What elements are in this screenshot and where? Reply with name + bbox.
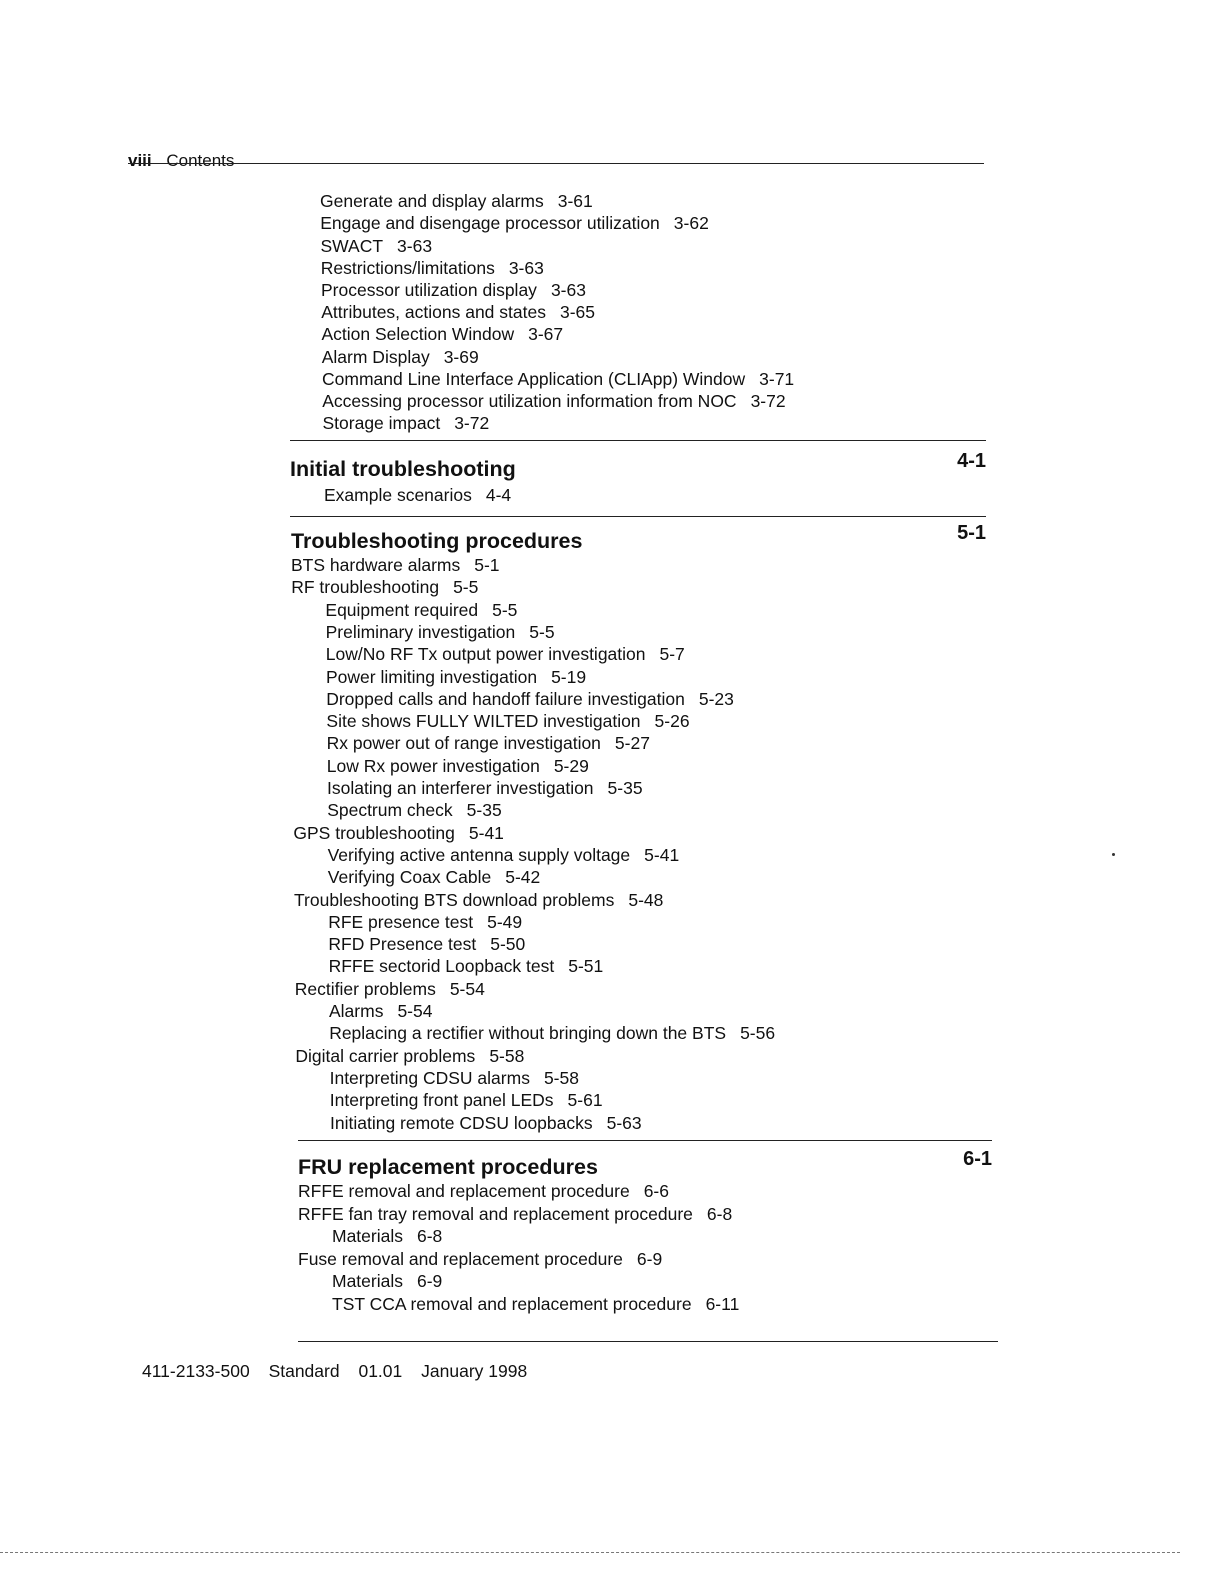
toc-subentry[interactable] — [328, 844, 680, 866]
toc-subentry[interactable] — [326, 666, 586, 688]
toc-entry-page: 3-67 — [528, 324, 564, 344]
toc-entry-page: 5-5 — [453, 577, 479, 598]
toc-entry-page: 5-5 — [492, 599, 518, 620]
toc-entry-page: 5-29 — [553, 755, 589, 776]
toc-entry-title: Low/No RF Tx output power investigation — [325, 644, 646, 665]
toc-subentry[interactable] — [327, 799, 502, 821]
toc-subentry[interactable] — [327, 777, 643, 799]
toc-entry-title: TST CCA removal and replacement procedure — [332, 1294, 692, 1314]
toc-entry-page: 5-56 — [740, 1023, 776, 1044]
toc-entry-title: Preliminary investigation — [325, 621, 516, 642]
toc-entry-title: Command Line Interface Application (CLIApp) Window — [322, 369, 746, 389]
toc-subentry[interactable] — [332, 1293, 739, 1315]
toc-entry-page: 5-54 — [397, 1001, 433, 1021]
toc-entry-title: RFFE fan tray removal and replacement procedure — [298, 1203, 693, 1224]
toc-entry-page: 5-27 — [614, 733, 650, 754]
toc-subentry[interactable] — [329, 955, 604, 977]
toc-entry-title: Verifying active antenna supply voltage — [327, 844, 631, 865]
toc-entry[interactable] — [321, 235, 433, 257]
toc-entry-page: 3-65 — [559, 302, 595, 322]
toc-entry[interactable] — [321, 257, 544, 279]
toc-entry-page: 5-48 — [628, 889, 664, 910]
toc-entry-title: Interpreting CDSU alarms — [329, 1067, 530, 1088]
toc-subentry[interactable] — [326, 710, 689, 732]
toc-entry-page: 5-54 — [449, 978, 485, 999]
toc-entry-title: Isolating an interferer investigation — [327, 778, 594, 798]
toc-entry-title: GPS troubleshooting — [293, 822, 455, 843]
toc-entry[interactable] — [322, 323, 564, 345]
toc-entry[interactable] — [298, 1203, 732, 1225]
toc-subentry[interactable] — [330, 1067, 579, 1089]
toc-entry-page: 6-11 — [705, 1294, 740, 1314]
toc-entry-title: RFFE sectorid Loopback test — [328, 956, 555, 977]
toc-entry-page: 5-35 — [466, 800, 502, 821]
toc-subentry[interactable] — [329, 1000, 432, 1022]
toc-entry-page: 3-69 — [443, 347, 479, 367]
toc-entry-title: Initiating remote CDSU loopbacks — [330, 1112, 593, 1133]
toc-entry-page: 5-7 — [659, 644, 685, 665]
toc-entry-page: 3-71 — [759, 369, 795, 389]
toc-entry[interactable] — [293, 822, 504, 844]
toc-entry-title: Materials — [332, 1226, 403, 1247]
toc-entry-title: Interpreting front panel LEDs — [329, 1090, 554, 1111]
toc-subentry[interactable] — [328, 911, 522, 933]
toc-entry-title: Storage impact — [322, 413, 441, 433]
toc-subentry[interactable] — [328, 933, 525, 955]
chapter-title[interactable]: Troubleshooting procedures — [291, 529, 583, 553]
toc-entry-page: 6-8 — [417, 1226, 443, 1247]
toc-entry[interactable] — [295, 1045, 524, 1067]
toc-entry[interactable] — [291, 576, 478, 598]
chapter-rule — [298, 1140, 992, 1141]
toc-entry-page: 6-8 — [706, 1203, 733, 1224]
toc-entry-title: Equipment required — [325, 599, 479, 620]
toc-entry[interactable] — [322, 346, 479, 368]
header-rule — [128, 163, 984, 164]
toc-entry-page: 5-1 — [474, 555, 500, 575]
toc-entry-title: Alarm Display — [321, 347, 430, 367]
doc-date: January 1998 — [421, 1361, 528, 1381]
toc-subentry[interactable] — [332, 1225, 442, 1247]
toc-entry[interactable] — [320, 212, 709, 234]
toc-entry-page: 5-50 — [490, 934, 526, 955]
toc-subentry[interactable] — [328, 866, 540, 888]
toc-subentry[interactable] — [326, 621, 555, 643]
toc-entry-title: SWACT — [320, 236, 384, 256]
toc-subentry[interactable] — [325, 599, 517, 621]
toc-entry-page: 5-58 — [543, 1067, 579, 1088]
toc-entry-title: Generate and display alarms — [320, 191, 544, 211]
toc-entry-title: Attributes, actions and states — [321, 302, 546, 322]
toc-entry-page: 5-41 — [468, 822, 504, 843]
toc-entry-title: Example scenarios — [324, 485, 472, 505]
toc-subentry[interactable] — [326, 643, 685, 665]
toc-entry-title: Digital carrier problems — [295, 1045, 476, 1066]
toc-entry[interactable] — [324, 484, 511, 506]
toc-entry-page: 3-61 — [557, 191, 593, 211]
toc-entry-page: 5-58 — [489, 1045, 525, 1066]
toc-entry-page: 5-42 — [505, 867, 541, 888]
toc-subentry[interactable] — [330, 1089, 603, 1111]
toc-subentry[interactable] — [326, 688, 734, 710]
toc-entry-title: Rectifier problems — [294, 978, 436, 999]
toc-entry-title: Action Selection Window — [321, 324, 515, 344]
toc-entry-title: Spectrum check — [327, 800, 453, 821]
chapter-page-number: 4-1 — [957, 450, 986, 472]
chapter-title[interactable]: FRU replacement procedures — [298, 1155, 598, 1179]
chapter-page-number: 6-1 — [963, 1148, 992, 1170]
toc-entry-page: 5-63 — [606, 1112, 642, 1133]
toc-entry-page: 3-63 — [397, 236, 433, 256]
toc-entry-page: 5-49 — [487, 911, 523, 932]
toc-subentry[interactable] — [332, 1270, 442, 1292]
toc-entry-page: 5-19 — [551, 666, 587, 687]
toc-entry-page: 6-9 — [636, 1248, 663, 1269]
toc-entry-title: Site shows FULLY WILTED investigation — [326, 711, 641, 732]
toc-entry-page: 3-62 — [673, 213, 709, 233]
toc-entry-title: Fuse removal and replacement procedure — [298, 1248, 623, 1269]
chapter-page-number: 5-1 — [957, 522, 986, 544]
toc-entry-page: 5-61 — [567, 1090, 603, 1111]
doc-number: 411-2133-500 — [142, 1361, 250, 1381]
chapter-rule — [290, 440, 986, 441]
toc-entry-title: Engage and disengage processor utilization — [320, 213, 660, 233]
toc-entry-title: Alarms — [329, 1001, 384, 1021]
toc-entry-title: Power limiting investigation — [326, 666, 538, 687]
toc-entry-title: Processor utilization display — [321, 280, 537, 300]
toc-entry[interactable] — [291, 554, 500, 576]
footer-rule — [298, 1341, 998, 1342]
toc-entry-title: RF troubleshooting — [291, 577, 440, 598]
toc-entry-title: Materials — [332, 1271, 403, 1292]
toc-entry-page: 3-63 — [508, 258, 544, 278]
doc-status: Standard — [268, 1361, 340, 1381]
toc-entry-page: 5-23 — [698, 688, 734, 709]
toc-entry[interactable] — [294, 889, 663, 911]
toc-entry-page: 3-72 — [454, 413, 490, 433]
toc-entry[interactable] — [320, 190, 593, 212]
toc-entry-title: Low Rx power investigation — [326, 755, 540, 776]
toc-entry[interactable] — [321, 301, 595, 323]
toc-entry-page: 5-51 — [568, 956, 604, 977]
running-title: Contents — [166, 151, 235, 170]
scan-edge-line — [0, 1552, 1180, 1553]
toc-entry-title: RFD Presence test — [328, 934, 477, 955]
toc-entry-title: Restrictions/limitations — [320, 258, 495, 278]
toc-entry-title: BTS hardware alarms — [291, 555, 461, 575]
toc-entry-page: 5-41 — [644, 844, 680, 865]
doc-version: 01.01 — [358, 1361, 403, 1381]
toc-entry-page: 6-9 — [417, 1271, 443, 1292]
toc-subentry[interactable] — [327, 755, 589, 777]
toc-entry[interactable] — [298, 1180, 669, 1202]
chapter-title[interactable]: Initial troubleshooting — [290, 457, 516, 481]
page-footer — [142, 1360, 541, 1382]
toc-entry[interactable] — [322, 368, 794, 390]
toc-entry-title: RFFE removal and replacement procedure — [298, 1181, 630, 1201]
page-folio: viii — [128, 151, 152, 170]
toc-entry-page: 5-35 — [607, 778, 643, 798]
toc-subentry[interactable] — [330, 1112, 642, 1134]
toc-subentry[interactable] — [329, 1022, 775, 1044]
toc-entry-title: RFE presence test — [328, 911, 474, 932]
toc-entry-title: Rx power out of range investigation — [326, 733, 601, 754]
page-header — [128, 150, 984, 172]
toc-entry[interactable] — [323, 412, 490, 434]
toc-entry-page: 5-26 — [654, 711, 690, 732]
toc-entry[interactable] — [298, 1248, 662, 1270]
toc-entry[interactable] — [295, 978, 485, 1000]
toc-entry-page: 3-63 — [550, 280, 586, 300]
toc-entry-title: Dropped calls and handoff failure investigation — [326, 688, 685, 709]
toc-entry-title: Troubleshooting BTS download problems — [294, 889, 615, 910]
toc-entry-title: Verifying Coax Cable — [327, 867, 492, 888]
toc-entry-page: 5-5 — [529, 621, 555, 642]
toc-entry-page: 4-4 — [485, 485, 512, 505]
chapter-rule — [290, 516, 986, 517]
toc-entry-page: 6-6 — [643, 1181, 669, 1201]
toc-entry-title: Accessing processor utilization information from NOC — [322, 391, 737, 411]
toc-entry[interactable] — [322, 390, 785, 412]
toc-entry-page: 3-72 — [750, 391, 786, 411]
toc-entry[interactable] — [321, 279, 586, 301]
scan-speck — [1112, 853, 1115, 856]
toc-subentry[interactable] — [327, 732, 650, 754]
toc-entry-title: Replacing a rectifier without bringing down the BTS — [329, 1023, 727, 1044]
